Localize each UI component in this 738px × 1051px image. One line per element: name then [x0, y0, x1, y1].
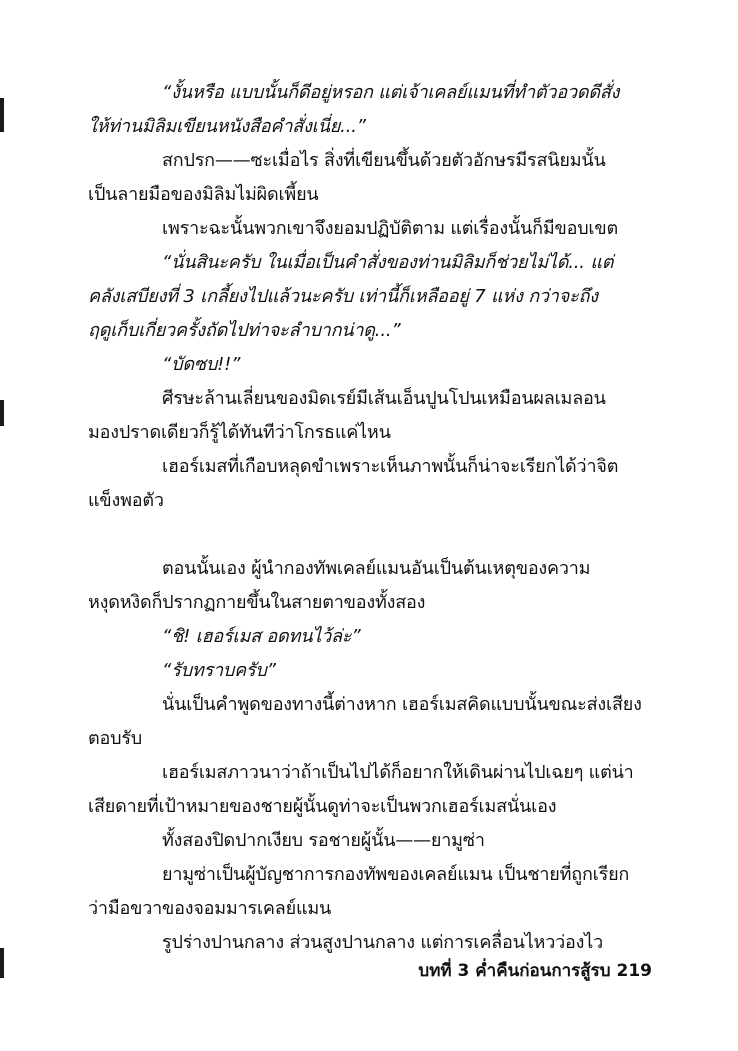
page-footer: บทที่ 3 ค่ำคืนก่อนการสู้รบ 219	[418, 961, 652, 981]
page-edge-mark-middle	[0, 400, 4, 426]
text-line: นั่นเป็นคำพูดของทางนี้ต่างหาก เฮอร์เมสคิดแบบนั้นขณะส่งเสียง	[162, 694, 642, 715]
text-line: “ชิ! เฮอร์เมส อดทนไว้ล่ะ”	[162, 626, 361, 647]
text-line: ให้ท่านมิลิมเขียนหนังสือคำสั่งเนี่ย...”	[88, 116, 366, 137]
paragraph-gap	[88, 518, 652, 552]
text-line: เพราะฉะนั้นพวกเขาจึงยอมปฏิบัติตาม แต่เรื่องนั้นก็มีขอบเขต	[162, 218, 618, 239]
text-line: ยามูซ่าเป็นผู้บัญชาการกองทัพของเคลย์แมน เป็นชายที่ถูกเรียก	[162, 864, 630, 885]
text-line: ตอบรับ	[88, 728, 143, 749]
text-line: สกปรก——ซะเมื่อไร สิ่งที่เขียนขึ้นด้วยตัวอักษรมีรสนิยมนั้น	[162, 150, 606, 171]
body-text	[88, 76, 652, 960]
text-line: รูปร่างปานกลาง ส่วนสูงปานกลาง แต่การเคลื่อนไหวว่องไว	[162, 932, 603, 953]
text-line: ทั้งสองปิดปากเงียบ รอชายผู้นั้น——ยามูซ่า	[162, 830, 485, 851]
text-line: “งั้นหรือ แบบนั้นก็ดีอยู่หรอก แต่เจ้าเคลย์แมนที่ทำตัวอวดดีสั่ง	[162, 82, 620, 103]
text-line: “บัดซบ!!”	[162, 354, 241, 375]
text-line: ฤดูเก็บเกี่ยวครั้งถัดไปท่าจะลำบากน่าดู...”	[88, 320, 401, 341]
text-line: มองปราดเดียวก็รู้ได้ทันทีว่าโกรธแค่ไหน	[88, 422, 391, 443]
text-line: เป็นลายมือของมิลิมไม่ผิดเพี้ยน	[88, 184, 319, 205]
text-line: ว่ามือขวาของจอมมารเคลย์แมน	[88, 898, 332, 919]
text-line: หงุดหงิดก็ปรากฏกายขึ้นในสายตาของทั้งสอง	[88, 592, 426, 613]
text-line: คลังเสบียงที่ 3 เกลี้ยงไปแล้วนะครับ เท่านี้ก็เหลืออยู่ 7 แห่ง กว่าจะถึง	[88, 286, 598, 307]
text-line: ตอนนั้นเอง ผู้นำกองทัพเคลย์แมนอันเป็นต้นเหตุของความ	[162, 558, 591, 579]
text-line: เสียดายที่เป้าหมายของชายผู้นั้นดูท่าจะเป็นพวกเฮอร์เมสนั่นเอง	[88, 796, 557, 817]
text-line: “นั่นสินะครับ ในเมื่อเป็นคำสั่งของท่านมิลิมก็ช่วยไม่ได้... แต่	[162, 252, 614, 273]
text-line: แข็งพอตัว	[88, 490, 164, 511]
text-line: เฮอร์เมสภาวนาว่าถ้าเป็นไปได้ก็อยากให้เดินผ่านไปเฉยๆ แต่น่า	[162, 762, 634, 783]
text-line: “รับทราบครับ”	[162, 660, 276, 681]
page-edge-mark-bottom	[0, 948, 4, 978]
text-line: เฮอร์เมสที่เกือบหลุดขำเพราะเห็นภาพนั้นก็น่าจะเรียกได้ว่าจิต	[162, 456, 619, 477]
page-edge-mark-top	[0, 98, 4, 132]
text-line: ศีรษะล้านเลี่ยนของมิดเรย์มีเส้นเอ็นปูนโปนเหมือนผลเมลอน	[162, 388, 606, 409]
